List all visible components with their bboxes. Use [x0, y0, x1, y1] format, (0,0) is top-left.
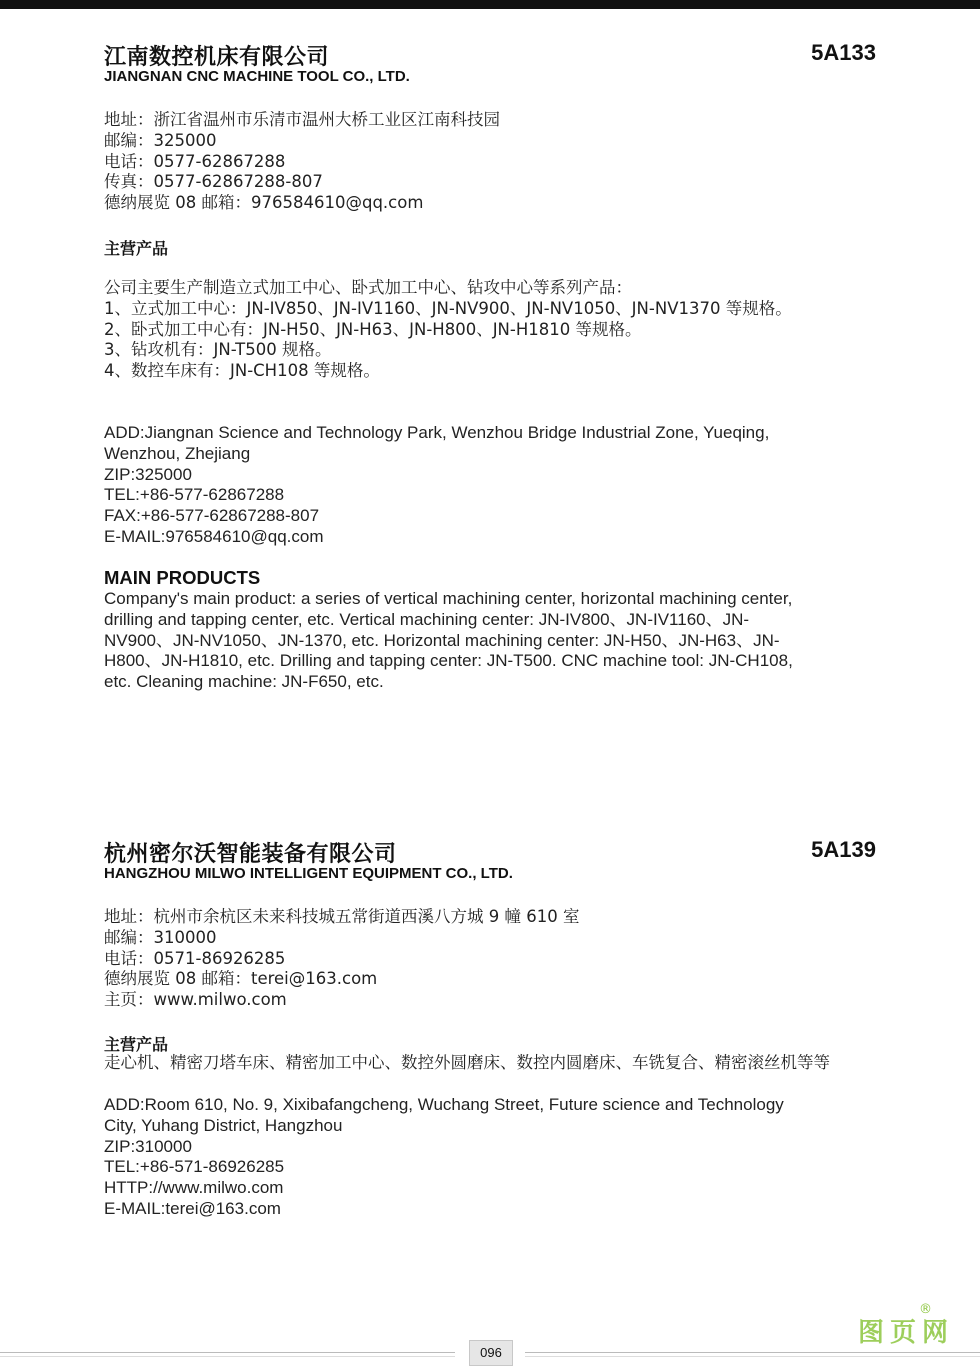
en-products-heading: MAIN PRODUCTS — [104, 567, 261, 588]
company-name-cn: 江南数控机床有限公司 — [104, 45, 330, 70]
footer-rule-left-lower — [0, 1356, 455, 1357]
cn-products-line: 走心机、精密刀塔车床、精密加工中心、数控外圆磨床、数控内圆磨床、车铣复合、精密滚丝机等等 — [104, 1053, 830, 1072]
footer-rule-right-lower — [525, 1356, 980, 1357]
booth-number: 5A139 — [811, 837, 876, 862]
en-website: HTTP://www.milwo.com — [104, 1178, 284, 1198]
cn-address: 地址：浙江省温州市乐清市温州大桥工业区江南科技园 — [104, 110, 500, 129]
cn-tel: 电话：0571-86926285 — [104, 948, 286, 968]
top-bar — [0, 0, 980, 9]
en-products-line: NV900、JN-NV1050、JN-1370, etc. Horizontal machining center: JN-H50、JN-H63、JN- — [104, 630, 780, 650]
cn-zip: 邮编：310000 — [104, 927, 217, 947]
en-tel: TEL:+86-577-62867288 — [104, 485, 285, 505]
cn-contact-block — [104, 907, 579, 1011]
en-address: ADD:Jiangnan Science and Technology Park, Wenzhou Bridge Industrial Zone, Yueqing, — [104, 423, 770, 442]
cn-zip: 邮编：325000 — [104, 130, 217, 150]
cn-products-heading: 主营产品 — [104, 1035, 169, 1054]
en-products-paragraph — [104, 589, 793, 693]
cn-products-block — [104, 278, 792, 382]
en-email: E-MAIL:terei@163.com — [104, 1198, 281, 1218]
cn-products-line: 公司主要生产制造立式加工中心、卧式加工中心、钻攻中心等系列产品： — [104, 278, 632, 297]
cn-address: 地址：杭州市余杭区未来科技城五常街道西溪八方城 9 幢 610 室 — [104, 907, 580, 926]
company-name-en: JIANGNAN CNC MACHINE TOOL CO., LTD. — [104, 68, 410, 85]
page-number: 096 — [469, 1340, 513, 1366]
footer-rule-left — [0, 1352, 455, 1353]
en-fax: FAX:+86-577-62867288-807 — [104, 506, 320, 526]
en-contact-block — [104, 1095, 784, 1220]
en-zip: ZIP:310000 — [104, 1136, 192, 1156]
cn-products-line: 4、数控车床有：JN-CH108 等规格。 — [104, 361, 380, 381]
en-contact-block — [104, 423, 769, 548]
cn-tel: 电话：0577-62867288 — [104, 151, 286, 171]
en-products-line: drilling and tapping center, etc. Vertical machining center: JN-IV800、JN-IV1160、JN- — [104, 609, 750, 629]
en-address-cont: Wenzhou, Zhejiang — [104, 443, 251, 463]
company-name-cn: 杭州密尔沃智能装备有限公司 — [104, 842, 397, 867]
en-email: E-MAIL:976584610@qq.com — [104, 526, 324, 546]
cn-products-line: 2、卧式加工中心有：JN-H50、JN-H63、JN-H800、JN-H1810 等规格。 — [104, 319, 642, 339]
en-address: ADD:Room 610, No. 9, Xixibafangcheng, Wuchang Street, Future science and Technology — [104, 1095, 784, 1114]
cn-fax: 传真：0577-62867288-807 — [104, 172, 323, 192]
en-products-line: Company's main product: a series of vertical machining center, horizontal machining center, — [104, 589, 793, 608]
cn-homepage: 主页：www.milwo.com — [104, 990, 287, 1010]
en-zip: ZIP:325000 — [104, 464, 192, 484]
booth-number: 5A133 — [811, 40, 876, 65]
en-products-line: etc. Cleaning machine: JN-F650, etc. — [104, 672, 384, 692]
en-address-cont: City, Yuhang District, Hangzhou — [104, 1115, 343, 1135]
watermark-logo: 图页网 — [858, 1318, 955, 1348]
cn-email: 德纳展览 08 邮箱：terei@163.com — [104, 969, 378, 989]
cn-products-block — [104, 1053, 830, 1074]
cn-contact-block — [104, 110, 500, 214]
footer-rule-right — [525, 1352, 980, 1353]
en-products-line: H800、JN-H1810, etc. Drilling and tapping center: JN-T500. CNC machine tool: JN-CH108, — [104, 651, 793, 671]
registered-mark: ® — [919, 1302, 932, 1317]
company-name-en: HANGZHOU MILWO INTELLIGENT EQUIPMENT CO., LTD. — [104, 865, 513, 882]
cn-products-heading: 主营产品 — [104, 239, 169, 258]
cn-products-line: 3、钻攻机有：JN-T500 规格。 — [104, 340, 332, 360]
en-tel: TEL:+86-571-86926285 — [104, 1157, 285, 1177]
cn-products-line: 1、立式加工中心：JN-IV850、JN-IV1160、JN-NV900、JN-NV1050、JN-NV1370 等规格。 — [104, 298, 792, 318]
cn-email: 德纳展览 08 邮箱：976584610@qq.com — [104, 193, 424, 213]
